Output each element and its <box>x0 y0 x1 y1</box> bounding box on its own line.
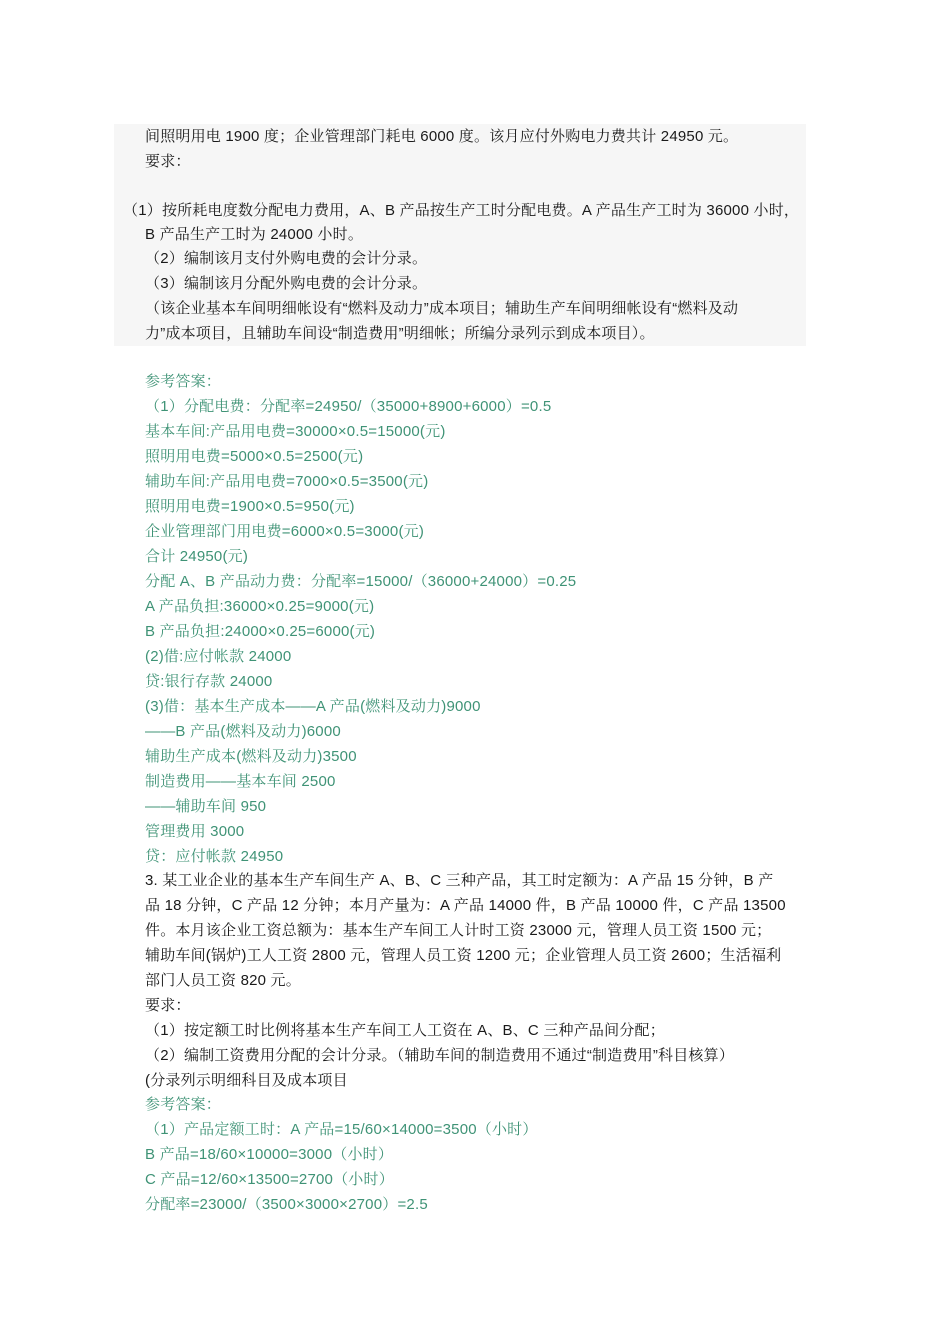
answer-line: 参考答案： <box>145 1096 222 1113</box>
question-line: 要求： <box>145 153 191 170</box>
answer-line: 基本车间:产品用电费=30000×0.5=15000(元) <box>145 423 446 440</box>
answer-line: 分配 A、B 产品动力费：分配率=15000/（36000+24000）=0.25 <box>145 573 577 590</box>
answer-line: 管理费用 3000 <box>145 823 245 840</box>
question-3-line: 要求： <box>145 997 191 1014</box>
question-line: （2）编制该月支付外购电费的会计分录。 <box>145 250 428 267</box>
answer-line: C 产品=12/60×13500=2700（小时） <box>145 1171 394 1188</box>
answer-line: (2)借:应付帐款 24000 <box>145 648 292 665</box>
question-line: （3）编制该月分配外购电费的会计分录。 <box>145 275 428 292</box>
question-line: 力”成本项目，且辅助车间设“制造费用”明细帐；所编分录列示到成本项目）。 <box>145 325 655 342</box>
question-line: （1）按所耗电度数分配电力费用，A、B 产品按生产工时分配电费。A 产品生产工时为 36000 小时， <box>123 202 800 219</box>
question-3-line: 辅助车间(锅炉)工人工资 2800 元，管理人员工资 1200 元；企业管理人员工资 2600；生活福利 <box>145 947 782 964</box>
question-3-line: 3. 某工业企业的基本生产车间生产 A、B、C 三种产品，其工时定额为：A 产品 15 分钟，B 产 <box>145 872 774 889</box>
answer-line: B 产品负担:24000×0.25=6000(元) <box>145 623 376 640</box>
question-line: （该企业基本车间明细帐设有“燃料及动力”成本项目；辅助生产车间明细帐设有“燃料及动 <box>145 300 739 317</box>
question-3-line: 部门人员工资 820 元。 <box>145 972 301 989</box>
answer-line: A 产品负担:36000×0.25=9000(元) <box>145 598 375 615</box>
answer-line: 合计 24950(元) <box>145 548 249 565</box>
answer-line: 分配率=23000/（3500×3000×2700）=2.5 <box>145 1196 428 1213</box>
answer-line: (3)借：基本生产成本——A 产品(燃料及动力)9000 <box>145 698 481 715</box>
answer-line: 贷:银行存款 24000 <box>145 673 273 690</box>
answer-line: 辅助车间:产品用电费=7000×0.5=3500(元) <box>145 473 429 490</box>
answer-line: 参考答案： <box>145 373 222 390</box>
answer-line: 贷：应付帐款 24950 <box>145 848 284 865</box>
question-3-line: 品 18 分钟，C 产品 12 分钟；本月产量为：A 产品 14000 件，B 产品 10000 件，C 产品 13500 <box>145 897 786 914</box>
answer-line: ——B 产品(燃料及动力)6000 <box>145 723 341 740</box>
question-3-line: （2）编制工资费用分配的会计分录。（辅助车间的制造费用不通过“制造费用”科目核算） <box>145 1047 735 1064</box>
question-3-line: （1）按定额工时比例将基本生产车间工人工资在 A、B、C 三种产品间分配； <box>145 1022 665 1039</box>
question-line: 间照明用电 1900 度；企业管理部门耗电 6000 度。该月应付外购电力费共计 24950 元。 <box>145 128 739 145</box>
question-3-line: (分录列示明细科目及成本项目 <box>145 1072 348 1089</box>
question-3-line: 件。本月该企业工资总额为：基本生产车间工人计时工资 23000 元，管理人员工资 1500 元； <box>145 922 772 939</box>
answer-line: B 产品=18/60×10000=3000（小时） <box>145 1146 394 1163</box>
answer-line: 照明用电费=1900×0.5=950(元) <box>145 498 355 515</box>
answer-line: 辅助生产成本(燃料及动力)3500 <box>145 748 357 765</box>
answer-line: 企业管理部门用电费=6000×0.5=3000(元) <box>145 523 425 540</box>
question-line: B 产品生产工时为 24000 小时。 <box>145 226 364 243</box>
answer-line: 照明用电费=5000×0.5=2500(元) <box>145 448 364 465</box>
answer-line: ——辅助车间 950 <box>145 798 267 815</box>
answer-line: （1）分配电费：分配率=24950/（35000+8900+6000）=0.5 <box>145 398 552 415</box>
answer-line: （1）产品定额工时：A 产品=15/60×14000=3500（小时） <box>145 1121 538 1138</box>
answer-line: 制造费用——基本车间 2500 <box>145 773 336 790</box>
